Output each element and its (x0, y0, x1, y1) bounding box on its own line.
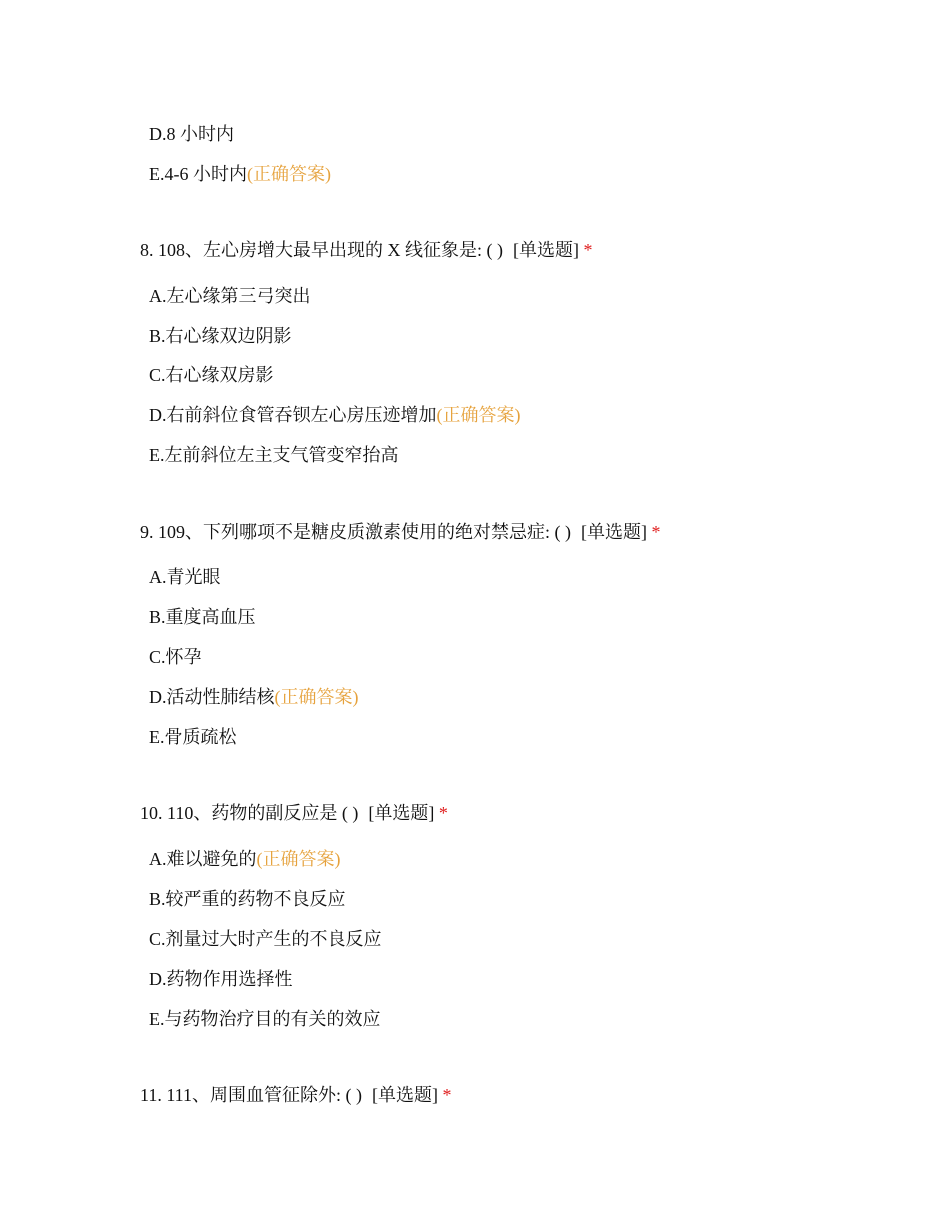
required-marker: * (583, 240, 593, 260)
q7-option-e (149, 162, 331, 186)
q10-title (140, 801, 448, 825)
option-text: B.右心缘双边阴影 (149, 326, 292, 346)
q9-option-d (149, 685, 359, 709)
option-text: E.骨质疏松 (149, 727, 237, 747)
option-text: E.与药物治疗目的有关的效应 (149, 1009, 381, 1029)
q9-title (140, 520, 661, 544)
q8-option-a (149, 284, 311, 308)
required-marker: * (438, 803, 448, 823)
option-text: A.难以避免的 (149, 849, 257, 869)
q8-option-e (149, 443, 399, 467)
question-type: [单选题] (368, 803, 435, 823)
q11-title (140, 1083, 452, 1107)
option-text: D.药物作用选择性 (149, 969, 293, 989)
required-marker: * (442, 1085, 452, 1105)
q9-option-b (149, 605, 256, 629)
option-text: B.较严重的药物不良反应 (149, 889, 346, 909)
option-text: A.左心缘第三弓突出 (149, 286, 311, 306)
q10-option-d (149, 967, 293, 991)
option-text: A.青光眼 (149, 567, 221, 587)
option-text: D.右前斜位食管吞钡左心房压迹增加 (149, 405, 437, 425)
option-text: E.左前斜位左主支气管变窄抬高 (149, 445, 399, 465)
q10-option-b (149, 887, 346, 911)
correct-answer-marker: (正确答案) (247, 164, 331, 184)
q9-option-c (149, 645, 202, 669)
q7-option-d (149, 122, 234, 146)
option-text: C.右心缘双房影 (149, 365, 274, 385)
q9-option-e (149, 725, 237, 749)
option-text: C.怀孕 (149, 647, 202, 667)
question-type: [单选题] (372, 1085, 438, 1105)
correct-answer-marker: (正确答案) (436, 405, 521, 425)
question-text: 10. 110、药物的副反应是 ( ) (140, 803, 359, 823)
q8-option-d (149, 403, 521, 427)
option-text: D.活动性肺结核 (149, 687, 275, 707)
q9-option-a (149, 565, 221, 589)
correct-answer-marker: (正确答案) (274, 687, 359, 707)
q8-option-c (149, 363, 274, 387)
q10-option-c (149, 927, 382, 951)
q10-option-a (149, 847, 341, 871)
question-text: 8. 108、左心房增大最早出现的 X 线征象是: ( ) (140, 240, 503, 260)
option-text: B.重度高血压 (149, 607, 256, 627)
q8-option-b (149, 324, 292, 348)
required-marker: * (651, 522, 661, 542)
option-text: D.8 小时内 (149, 124, 234, 144)
question-text: 11. 111、周围血管征除外: ( ) (140, 1085, 362, 1105)
question-type: [单选题] (513, 240, 579, 260)
question-type: [单选题] (581, 522, 647, 542)
q8-title (140, 238, 593, 262)
question-text: 9. 109、下列哪项不是糖皮质激素使用的绝对禁忌症: ( ) (140, 522, 571, 542)
correct-answer-marker: (正确答案) (256, 849, 341, 869)
option-text: E.4-6 小时内 (149, 164, 247, 184)
q10-option-e (149, 1007, 381, 1031)
option-text: C.剂量过大时产生的不良反应 (149, 929, 382, 949)
